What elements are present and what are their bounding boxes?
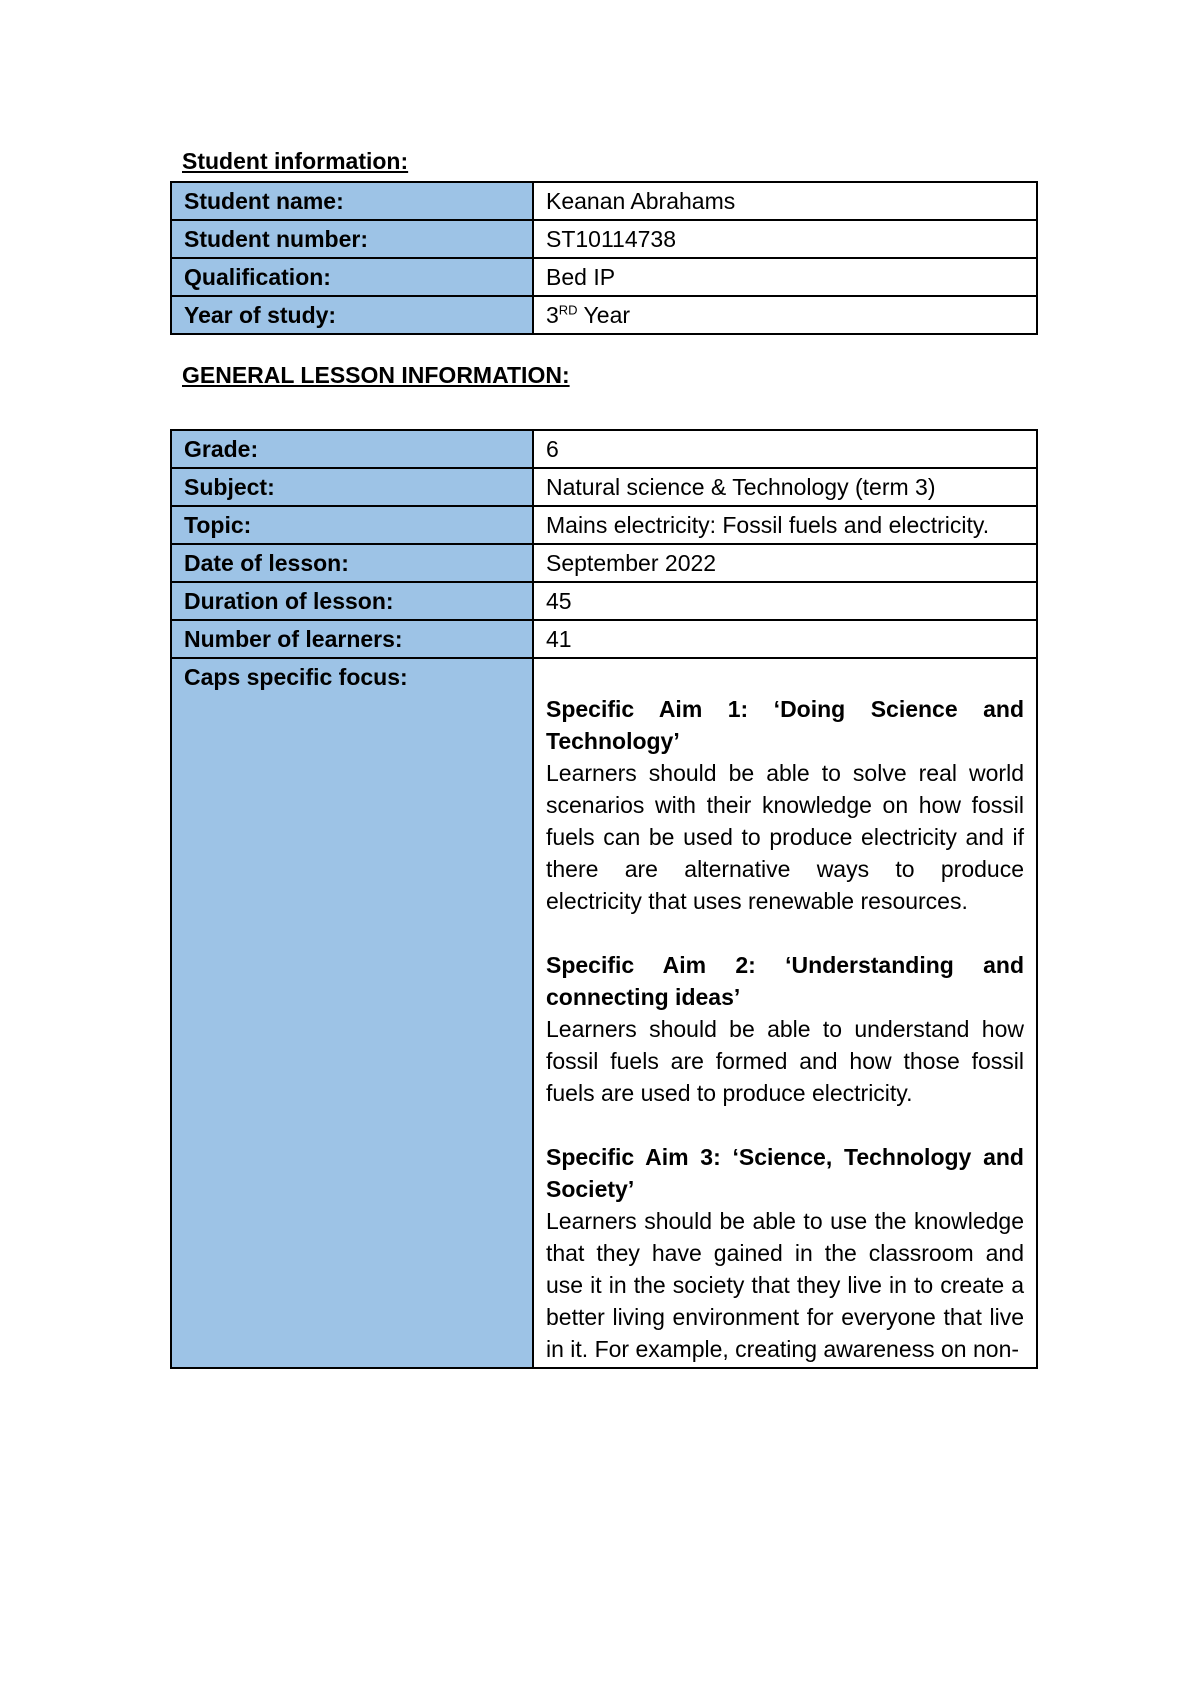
- qualification-value: Bed IP: [533, 258, 1037, 296]
- grade-label: Grade:: [171, 430, 533, 468]
- spacer: [546, 917, 1024, 949]
- date-of-lesson-value: September 2022: [533, 544, 1037, 582]
- aim-2-title: Specific Aim 2: ‘Understanding and connecting ideas’: [546, 952, 1024, 1010]
- caps-focus-value: [533, 658, 1037, 1368]
- table-row: [171, 258, 1037, 296]
- aim-1-text: Learners should be able to solve real world scenarios with their knowledge on how fossil fuels can be used to produce electricity and if there are alternative ways to produce electricity that uses renewable resources.: [546, 760, 1024, 914]
- table-row: [171, 506, 1037, 544]
- table-row: [171, 182, 1037, 220]
- table-row: [171, 544, 1037, 582]
- learners-value: 41: [533, 620, 1037, 658]
- spacer: [546, 1109, 1024, 1141]
- student-info-heading: Student information:: [182, 148, 409, 174]
- aim-2-text: Learners should be able to understand how fossil fuels are formed and how those fossil fuels are used to produce electricity.: [546, 1016, 1024, 1106]
- table-row: [171, 658, 1037, 1368]
- year-number: 3: [546, 302, 559, 328]
- table-row: [171, 620, 1037, 658]
- learners-label: Number of learners:: [171, 620, 533, 658]
- aim-1-title: Specific Aim 1: ‘Doing Science and Technology’: [546, 696, 1024, 754]
- table-row: [171, 468, 1037, 506]
- caps-focus-label: Caps specific focus:: [171, 658, 533, 1368]
- student-number-label: Student number:: [171, 220, 533, 258]
- year-suffix: Year: [577, 302, 631, 328]
- grade-value: 6: [533, 430, 1037, 468]
- student-info-table: [170, 181, 1038, 335]
- qualification-label: Qualification:: [171, 258, 533, 296]
- aim-3-title: Specific Aim 3: ‘Science, Technology and Society’: [546, 1144, 1024, 1202]
- lesson-info-table: [170, 429, 1038, 1369]
- student-number-value: ST10114738: [533, 220, 1037, 258]
- subject-value: Natural science & Technology (term 3): [533, 468, 1037, 506]
- student-name-value: Keanan Abrahams: [533, 182, 1037, 220]
- table-row: [171, 220, 1037, 258]
- aim-3-text: Learners should be able to use the knowledge that they have gained in the classroom and use it in the society that they live in to create a better living environment for everyone that live in it. For example, creating awareness on non-: [546, 1208, 1024, 1362]
- duration-value: 45: [533, 582, 1037, 620]
- topic-value: Mains electricity: Fossil fuels and electricity.: [533, 506, 1037, 544]
- duration-label: Duration of lesson:: [171, 582, 533, 620]
- table-row: [171, 430, 1037, 468]
- spacer: [546, 661, 1024, 693]
- year-ordinal-superscript: RD: [558, 302, 578, 318]
- table-row: [171, 582, 1037, 620]
- subject-label: Subject:: [171, 468, 533, 506]
- year-of-study-label: Year of study:: [171, 296, 533, 334]
- year-of-study-value: [533, 296, 1037, 334]
- date-of-lesson-label: Date of lesson:: [171, 544, 533, 582]
- lesson-info-heading: GENERAL LESSON INFORMATION:: [182, 362, 570, 388]
- table-row: [171, 296, 1037, 334]
- topic-label: Topic:: [171, 506, 533, 544]
- student-name-label: Student name:: [171, 182, 533, 220]
